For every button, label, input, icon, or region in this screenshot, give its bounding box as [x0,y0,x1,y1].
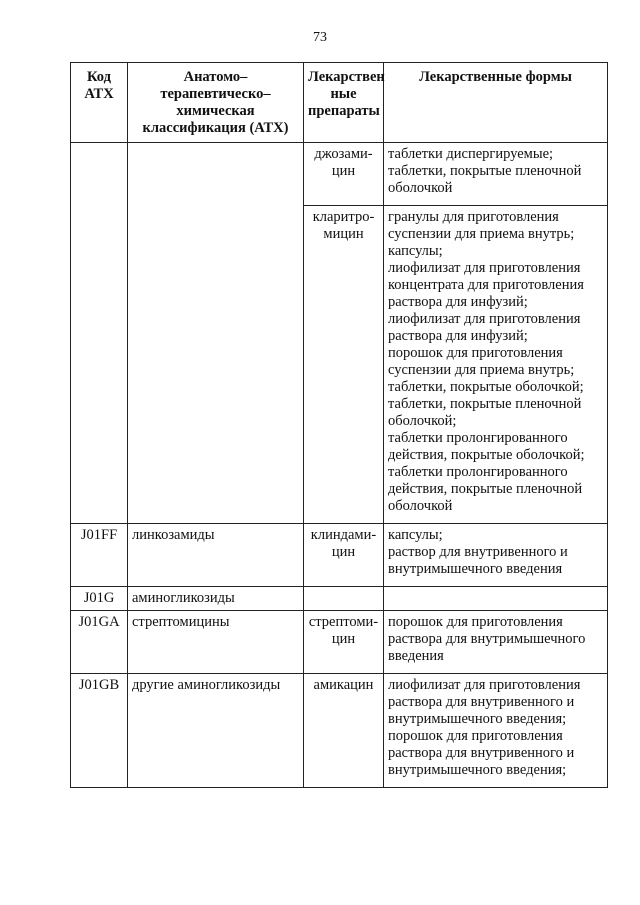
cell-forms [384,587,608,611]
header-forms: Лекарственные формы [384,63,608,143]
cell-drug: клиндами- цин [304,524,384,587]
cell-code: J01FF [71,524,128,587]
cell-code: J01GB [71,674,128,788]
table-row [71,674,608,788]
cell-forms: порошок для приготовления раствора для внутримышечного введения [384,611,608,674]
table-row [71,524,608,587]
cell-code [71,143,128,524]
cell-code: J01GA [71,611,128,674]
cell-classification: аминогликозиды [128,587,304,611]
cell-drug: кларитро- мицин [304,206,384,524]
table-row [71,611,608,674]
cell-classification: линкозамиды [128,524,304,587]
table-header-row [71,63,608,143]
cell-drug: стрептоми- цин [304,611,384,674]
table-row [71,587,608,611]
cell-forms: лиофилизат для приготовления раствора для внутривенного и внутримышечного введения; порошок для приготовления раствора для внутривенного и внутримышечного введения; [384,674,608,788]
cell-forms: капсулы; раствор для внутривенного и внутримышечного введения [384,524,608,587]
cell-forms: гранулы для приготовления суспензии для приема внутрь; капсулы; лиофилизат для приготовления концентрата для приготовления раствора для инфузий; лиофилизат для приготовления раствора для инфузий; порошок для приготовления суспензии для приема внутрь; таблетки, покрытые оболочкой; таблетки, покрытые пленочной оболочкой; таблетки пролонгированного действия, покрытые оболочкой; таблетки пролонгированного действия, покрытые пленочной оболочкой [384,206,608,524]
cell-forms: таблетки диспергируемые; таблетки, покрытые пленочной оболочкой [384,143,608,206]
cell-classification: стрептомицины [128,611,304,674]
cell-drug: амикацин [304,674,384,788]
atc-table [70,62,608,788]
header-code: Код АТХ [71,63,128,143]
cell-classification: другие аминогликозиды [128,674,304,788]
table-row [71,143,608,206]
cell-drug [304,587,384,611]
header-drugs: Лекарствен ные препараты [304,63,384,143]
cell-drug: джозами- цин [304,143,384,206]
page-number: 73 [313,30,327,45]
cell-code: J01G [71,587,128,611]
header-classification: Анатомо– терапевтическо– химическая классификация (АТХ) [128,63,304,143]
cell-classification [128,143,304,524]
